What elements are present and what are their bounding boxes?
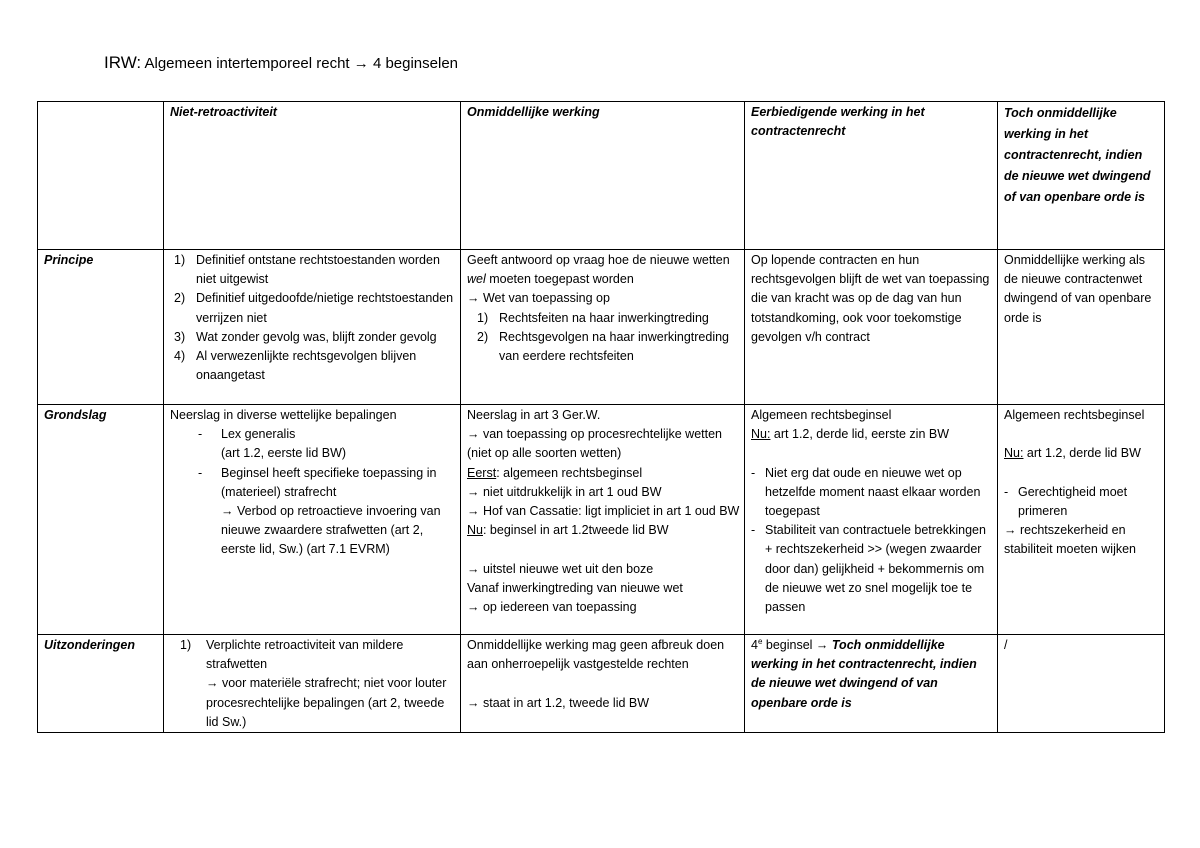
list-item: - Lex generalis (art 1.2, eerste lid BW) [198, 427, 347, 461]
list-item: - Stabiliteit van contractuele betrekkingen + rechtszekerheid >> (wegen zwaarder door dan) gelijkheid + bekommernis om de nieuwe wet zo snel mogelijk toe te passen [751, 523, 986, 615]
list-item: 2) Definitief uitgedoofde/nietige rechtstoestanden verrijzen niet [174, 291, 454, 325]
list-item: 2) Rechtsgevolgen na haar inwerkingtreding van eerdere rechtsfeiten [477, 329, 730, 364]
row-label-uitzonderingen: Uitzonderingen [38, 635, 164, 733]
header-eerbiedigende-werking: Eerbiedigende werking in het contractenrecht [745, 102, 998, 250]
grondslag-niet-retroactiviteit: Neerslag in diverse wettelijke bepalingen - Lex generalis (art 1.2, eerste lid BW) - Beginsel heeft specifieke toepassing in (materieel) strafrecht → Verbod op retroactieve invoering van nieuwe zwaardere strafwetten (art 2, eerste lid, Sw.) (art 7.1 EVRM) [164, 405, 461, 635]
list-item: 1) Definitief ontstane rechtstoestanden worden niet uitgewist [174, 253, 440, 287]
principles-table [37, 101, 1165, 733]
header-niet-retroactiviteit: Niet-retroactiviteit [164, 102, 461, 250]
grondslag-onmiddellijke-werking: Neerslag in art 3 Ger.W. → van toepassing op procesrechtelijke wetten (niet op alle soorten wetten) Eerst: algemeen rechtsbeginsel → niet uitdrukkelijk in art 1 oud BW → Hof van Cassatie: ligt impliciet in art 1 oud BW Nu: beginsel in art 1.2tweede lid BW → uitstel nieuwe wet uit den boze Vanaf inwerkingtreding van nieuwe wet → op iedereen van toepassing [461, 405, 745, 635]
arrow-line: → Wet van toepassing op [467, 291, 610, 306]
grondslag-toch-onmiddellijke-werking: Algemeen rechtsbeginsel Nu: art 1.2, derde lid BW - Gerechtigheid moet primeren → rechtszekerheid en stabiliteit moeten wijken [998, 405, 1165, 635]
list-item: 3) Wat zonder gevolg was, blijft zonder gevolg [174, 329, 437, 344]
title-abbreviation: IRW: [104, 53, 142, 72]
header-toch-onmiddellijke-werking: Toch onmiddellijke werking in het contractenrecht, indien de nieuwe wet dwingend of van openbare orde is [998, 102, 1165, 250]
header-row [38, 102, 1165, 250]
uitzonderingen-toch-onmiddellijke-werking: / [998, 635, 1165, 733]
list-item: 1) Verplichte retroactiviteit van mildere strafwetten [180, 638, 404, 672]
list-item: 4) Al verwezenlijkte rechtsgevolgen blijven onaangetast [174, 349, 417, 383]
row-label-grondslag: Grondslag [38, 405, 164, 635]
principe-onmiddellijke-werking [461, 250, 745, 405]
uitzonderingen-eerbiedigende-werking: 4e beginsel → Toch onmiddellijke werking in het contractenrecht, indien de nieuwe wet dwingend of van openbare orde is [745, 635, 998, 733]
principe-toch-onmiddellijke-werking: Onmiddellijke werking als de nieuwe contractenwet dwingend of van openbare orde is [998, 250, 1165, 405]
row-uitzonderingen [38, 635, 1165, 733]
row-label-principe: Principe [38, 250, 164, 405]
title-text: Algemeen intertemporeel recht → 4 beginselen [141, 55, 459, 72]
principe-niet-retroactiviteit [164, 250, 461, 405]
header-empty [38, 102, 164, 250]
list-item: 1) Rechtsfeiten na haar inwerkingtreding [477, 310, 709, 325]
intro-text: Geeft antwoord op vraag hoe de nieuwe wetten wel moeten toegepast worden [467, 253, 730, 287]
numbered-list [467, 309, 740, 367]
page-title [104, 53, 458, 73]
uitzonderingen-niet-retroactiviteit: 1) Verplichte retroactiviteit van mildere strafwetten → voor materiële strafrecht; niet voor louter procesrechtelijke bepalingen (art 2, tweede lid Sw.) [164, 635, 461, 733]
list-item: - Gerechtigheid moet primeren [1004, 484, 1128, 519]
list-item: - Niet erg dat oude en nieuwe wet op hetzelfde moment naast elkaar worden toegepast [751, 465, 981, 519]
uitzonderingen-onmiddellijke-werking: Onmiddellijke werking mag geen afbreuk doen aan onherroepelijk vastgestelde rechten → staat in art 1.2, tweede lid BW [461, 635, 745, 733]
row-grondslag [38, 405, 1165, 635]
principe-eerbiedigende-werking: Op lopende contracten en hun rechtsgevolgen blijft de wet van toepassing die van kracht was op de dag van hun totstandkoming, ook voor toekomstige gevolgen v/h contract [745, 250, 998, 405]
grondslag-eerbiedigende-werking: Algemeen rechtsbeginsel Nu: art 1.2, derde lid, eerste zin BW - Niet erg dat oude en nieuwe wet op hetzelfde moment naast elkaar worden toegepast - Stabiliteit van contractuele betrekkingen + rechtszekerheid >> (wegen zwaarder door dan) gelijkheid + bekommernis om de nieuwe wet zo snel mogelijk toe te passen [745, 405, 998, 635]
header-onmiddellijke-werking: Onmiddellijke werking [461, 102, 745, 250]
list-item: - Beginsel heeft specifieke toepassing in (materieel) strafrecht → Verbod op retroactieve invoering van nieuwe zwaardere strafwetten (art 2, eerste lid, Sw.) (art 7.1 EVRM) [198, 465, 441, 557]
row-principe [38, 250, 1165, 405]
numbered-list [174, 251, 456, 385]
